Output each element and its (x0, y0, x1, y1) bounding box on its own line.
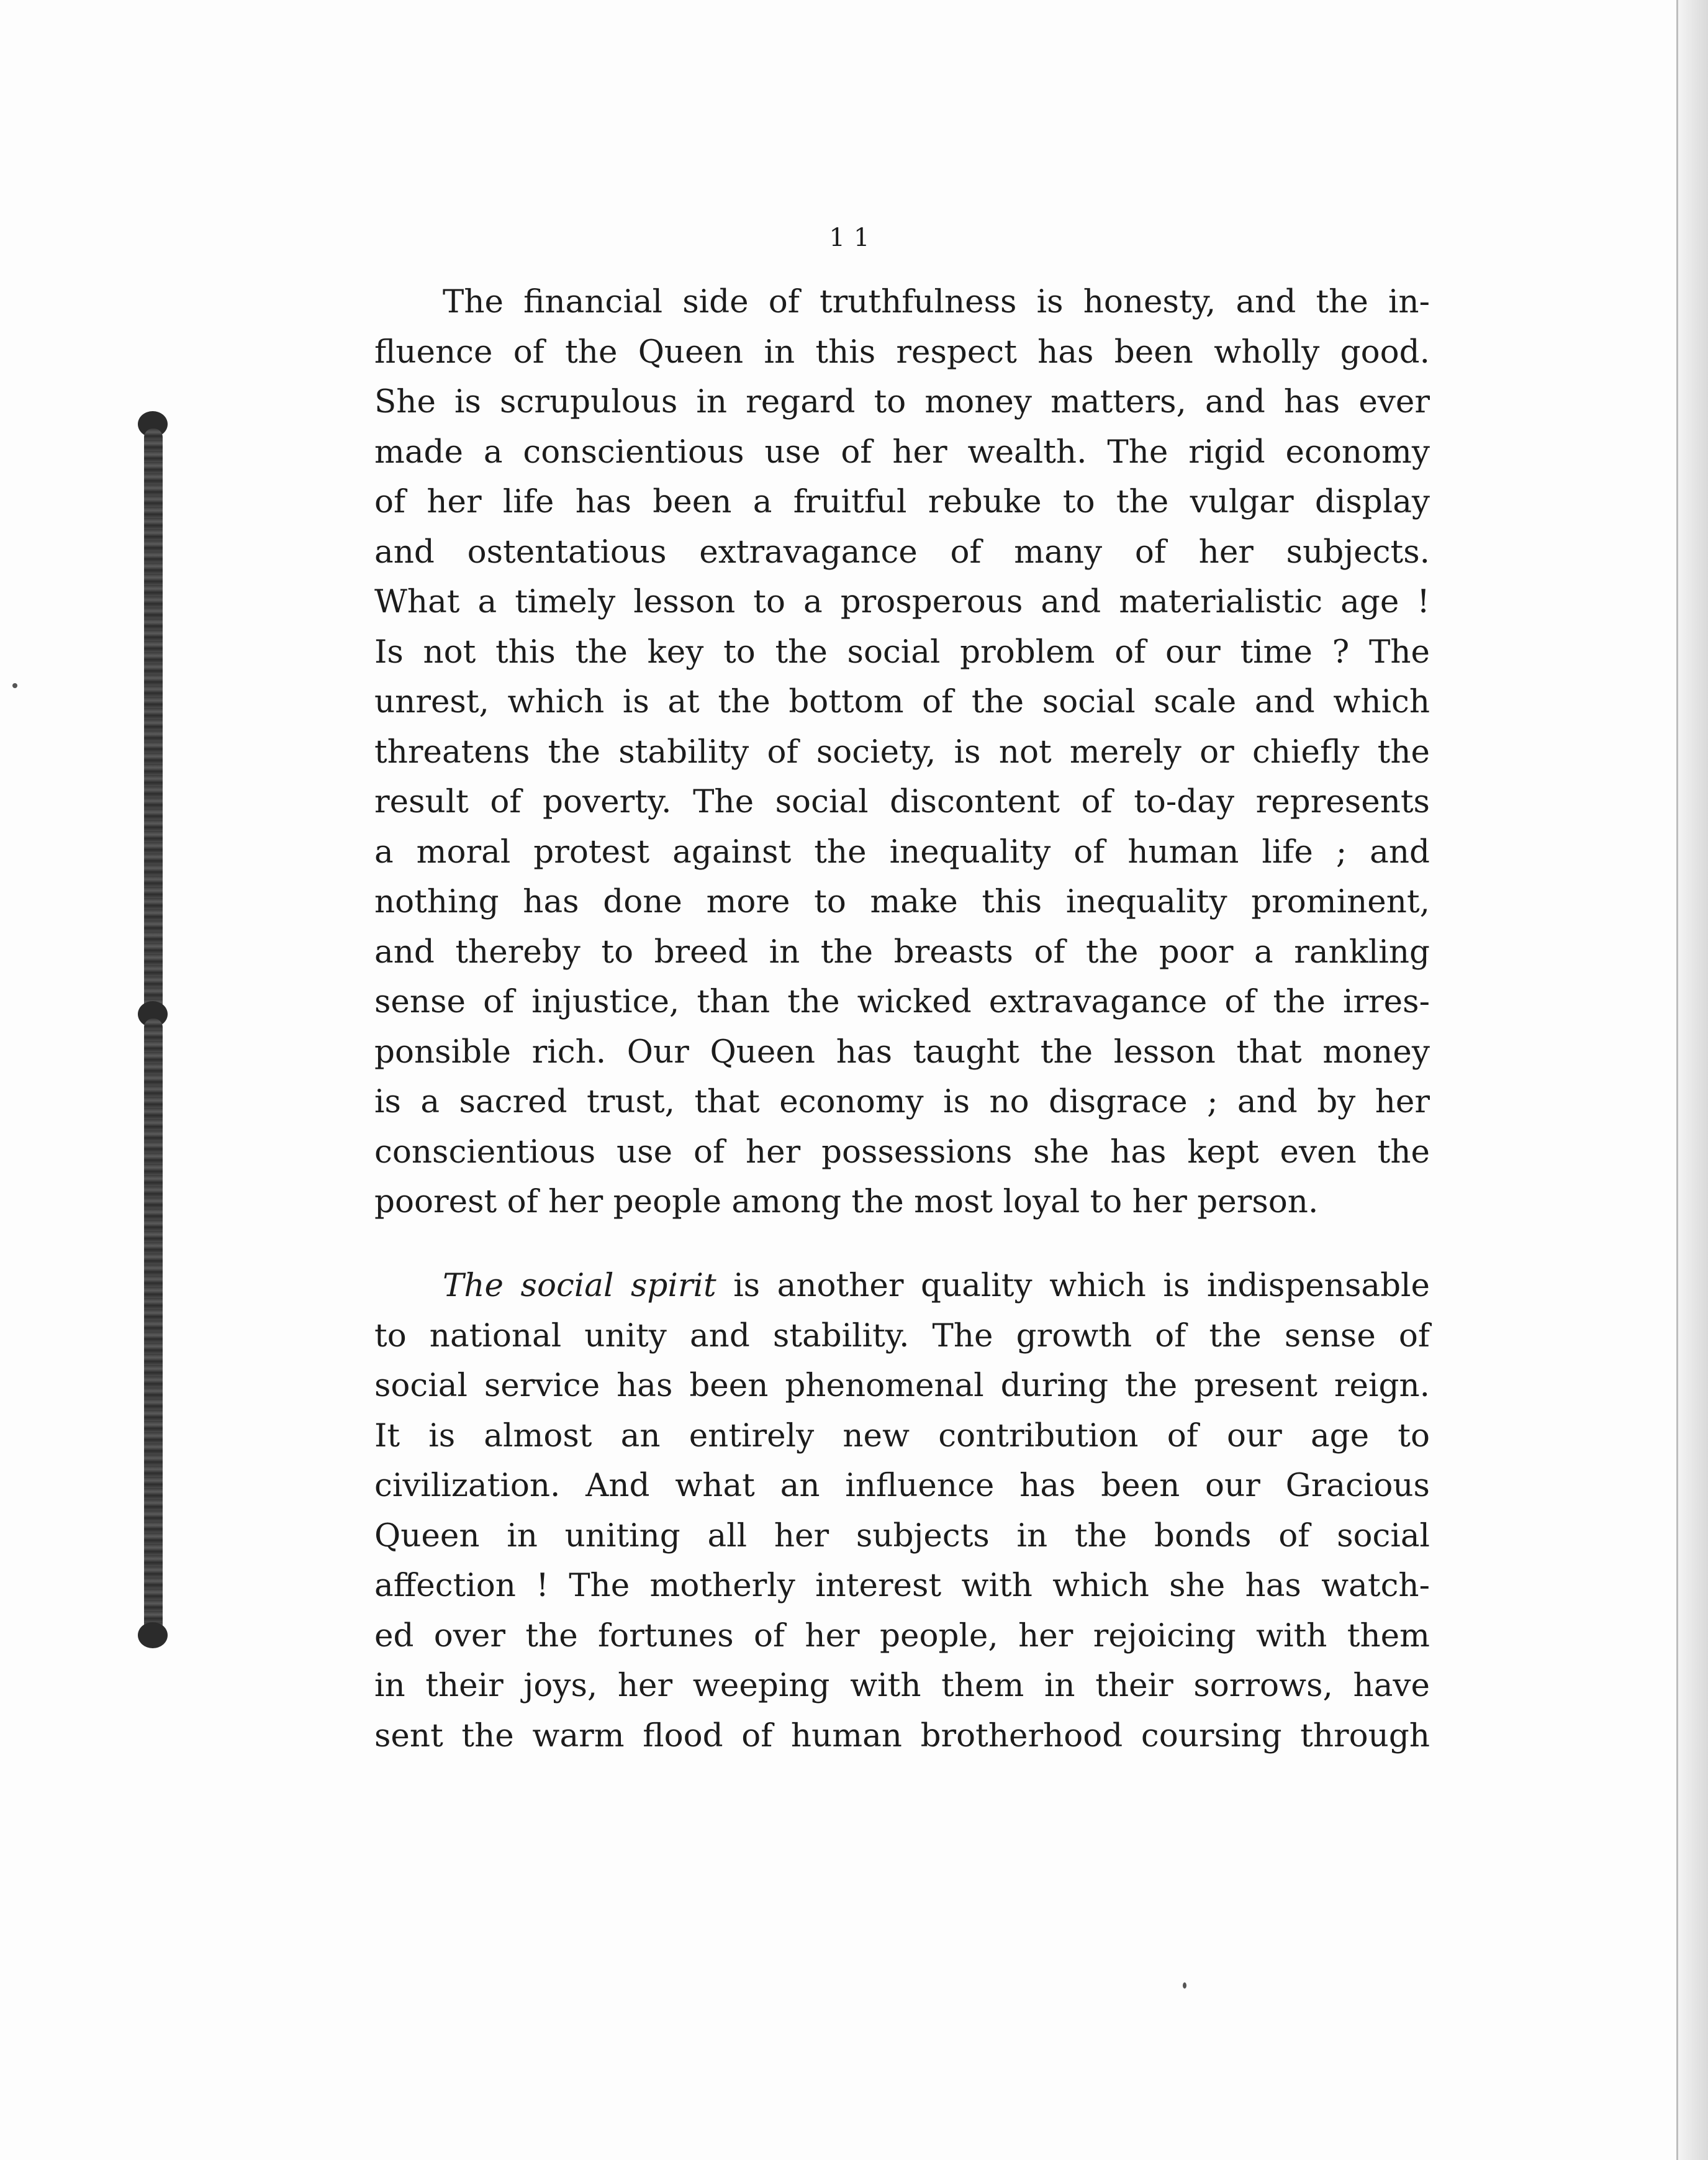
text-line: affection ! The motherly interest with which she has watch- (374, 1567, 1430, 1604)
text-line-rest: is another quality which is indispensable (716, 1267, 1430, 1304)
text-line: sense of injustice, than the wicked extravagance of the irres- (374, 983, 1430, 1020)
binding-thread (144, 429, 163, 1012)
text-line: Queen in uniting all her subjects in the bonds of social (374, 1517, 1430, 1554)
text-line: What a timely lesson to a prosperous and materialistic age ! (374, 583, 1430, 620)
text-line: civilization. And what an influence has been our Gracious (374, 1467, 1430, 1504)
text-line: ponsible rich. Our Queen has taught the lesson that money (374, 1033, 1430, 1071)
paper-speck (12, 683, 17, 688)
binding-thread (144, 1019, 163, 1640)
text-line: threatens the stability of society, is not merely or chiefly the (374, 733, 1430, 771)
italic-phrase: The social spirit (443, 1267, 716, 1304)
text-line: It is almost an entirely new contribution of our age to (374, 1417, 1430, 1454)
binding-thread-knot (138, 1622, 168, 1648)
text-line: is a sacred trust, that economy is no disgrace ; and by her (374, 1083, 1430, 1120)
text-line: to national unity and stability. The growth of the sense of (374, 1317, 1430, 1355)
text-line: ed over the fortunes of her people, her rejoicing with them (374, 1617, 1430, 1654)
page-edge (1676, 0, 1708, 2160)
text-line (374, 1261, 1430, 1311)
text-line: nothing has done more to make this inequality prominent, (374, 883, 1430, 920)
text-line: social service has been phenomenal during the present reign. (374, 1367, 1430, 1404)
text-line: made a conscientious use of her wealth. The rigid economy (374, 433, 1430, 471)
text-line: fluence of the Queen in this respect has been wholly good. (374, 333, 1430, 371)
text-line: conscientious use of her possessions she has kept even the (374, 1133, 1430, 1171)
page-number: 11 (829, 224, 879, 252)
text-line: She is scrupulous in regard to money matters, and has ever (374, 383, 1430, 420)
text-line: a moral protest against the inequality of human life ; and (374, 833, 1430, 871)
text-line: and thereby to breed in the breasts of the poor a rankling (374, 933, 1430, 971)
paper-speck (1183, 1982, 1186, 1989)
paragraph-1 (374, 277, 1430, 1227)
paragraph-2 (374, 1261, 1430, 1761)
text-line: poorest of her people among the most loyal to her person. (374, 1183, 1319, 1220)
text-line: and ostentatious extravagance of many of her subjects. (374, 533, 1430, 571)
text-line: unrest, which is at the bottom of the social scale and which (374, 683, 1430, 720)
text-line: in their joys, her weeping with them in their sorrows, have (374, 1667, 1430, 1704)
text-line: result of poverty. The social discontent of to-day represents (374, 783, 1430, 820)
text-line: sent the warm flood of human brotherhood coursing through (374, 1717, 1430, 1754)
text-line: of her life has been a fruitful rebuke to the vulgar display (374, 483, 1430, 520)
text-line: Is not this the key to the social problem of our time ? The (374, 633, 1430, 671)
text-line: The financial side of truthfulness is honesty, and the in- (443, 283, 1430, 320)
